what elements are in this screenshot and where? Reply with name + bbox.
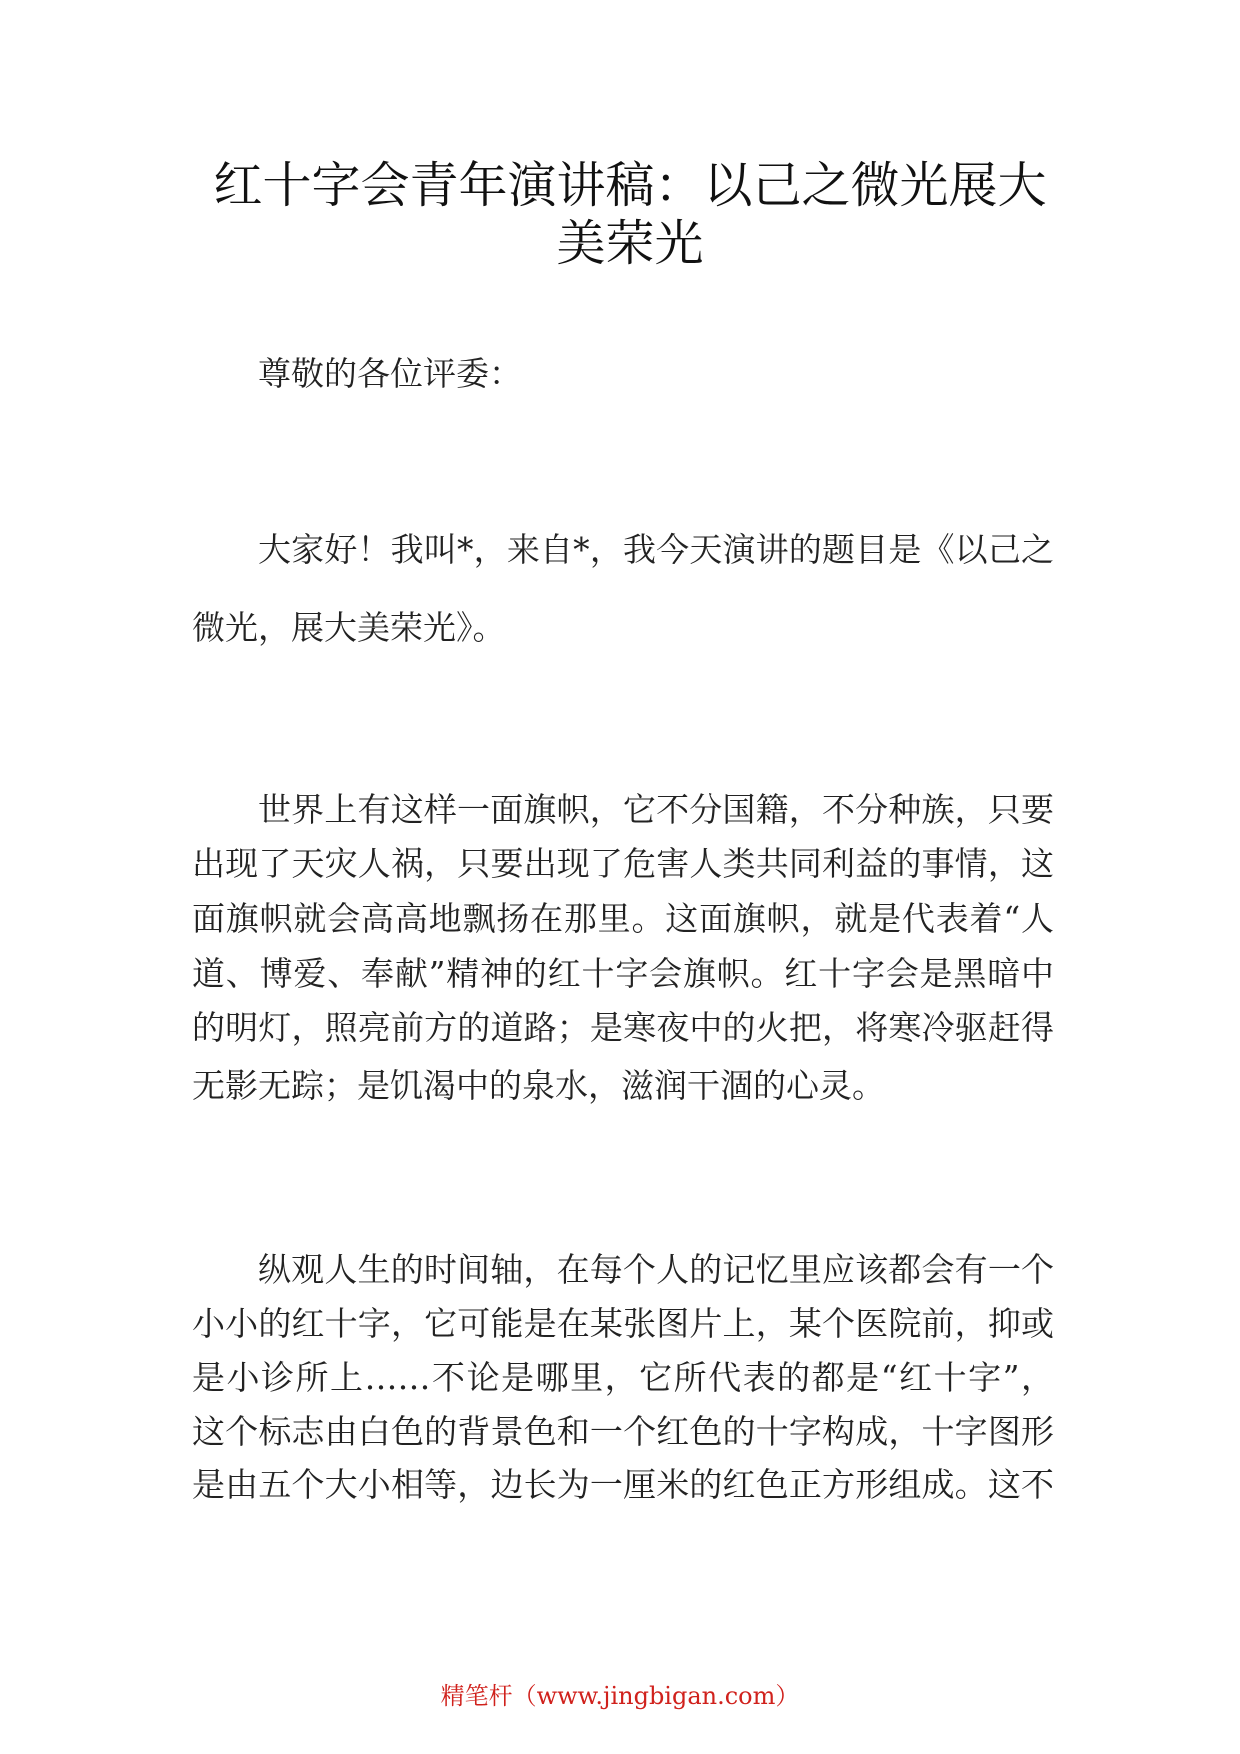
paragraph-2-line-1: 世界上有这样一面旗帜，它不分国籍，不分种族，只要 bbox=[258, 790, 1054, 829]
salutation: 尊敬的各位评委： bbox=[258, 354, 522, 393]
paragraph-2-line-4: 道、博爱、奉献”精神的红十字会旗帜。红十字会是黑暗中 bbox=[192, 954, 1054, 993]
paragraph-2-line-5: 的明灯，照亮前方的道路；是寒夜中的火把，将寒冷驱赶得 bbox=[192, 1008, 1054, 1047]
document-title-line-2: 美荣光 bbox=[556, 215, 704, 272]
paragraph-2-line-3: 面旗帜就会高高地飘扬在那里。这面旗帜，就是代表着“人 bbox=[192, 899, 1054, 938]
paragraph-2-line-2: 出现了天灾人祸，只要出现了危害人类共同利益的事情，这 bbox=[192, 844, 1054, 883]
document-title-line-1: 红十字会青年演讲稿：以己之微光展大 bbox=[213, 157, 1047, 214]
paragraph-3-line-3: 是小诊所上……不论是哪里，它所代表的都是“红十字”， bbox=[192, 1358, 1054, 1397]
paragraph-3-line-2: 小小的红十字，它可能是在某张图片上，某个医院前，抑或 bbox=[192, 1304, 1054, 1343]
paragraph-3-line-4: 这个标志由白色的背景色和一个红色的十字构成，十字图形 bbox=[192, 1412, 1054, 1451]
paragraph-1-line-1: 大家好！我叫*，来自*，我今天演讲的题目是《以己之 bbox=[258, 530, 1054, 569]
paragraph-3-line-5: 是由五个大小相等，边长为一厘米的红色正方形组成。这不 bbox=[192, 1465, 1054, 1504]
paragraph-1-line-2: 微光，展大美荣光》。 bbox=[192, 608, 506, 647]
paragraph-3-line-1: 纵观人生的时间轴，在每个人的记忆里应该都会有一个 bbox=[258, 1250, 1054, 1289]
paragraph-2-line-6: 无影无踪；是饥渴中的泉水，滋润干涸的心灵。 bbox=[192, 1066, 885, 1105]
footer-source-link[interactable]: 精笔杆（www.jingbigan.com） bbox=[440, 1682, 800, 1710]
